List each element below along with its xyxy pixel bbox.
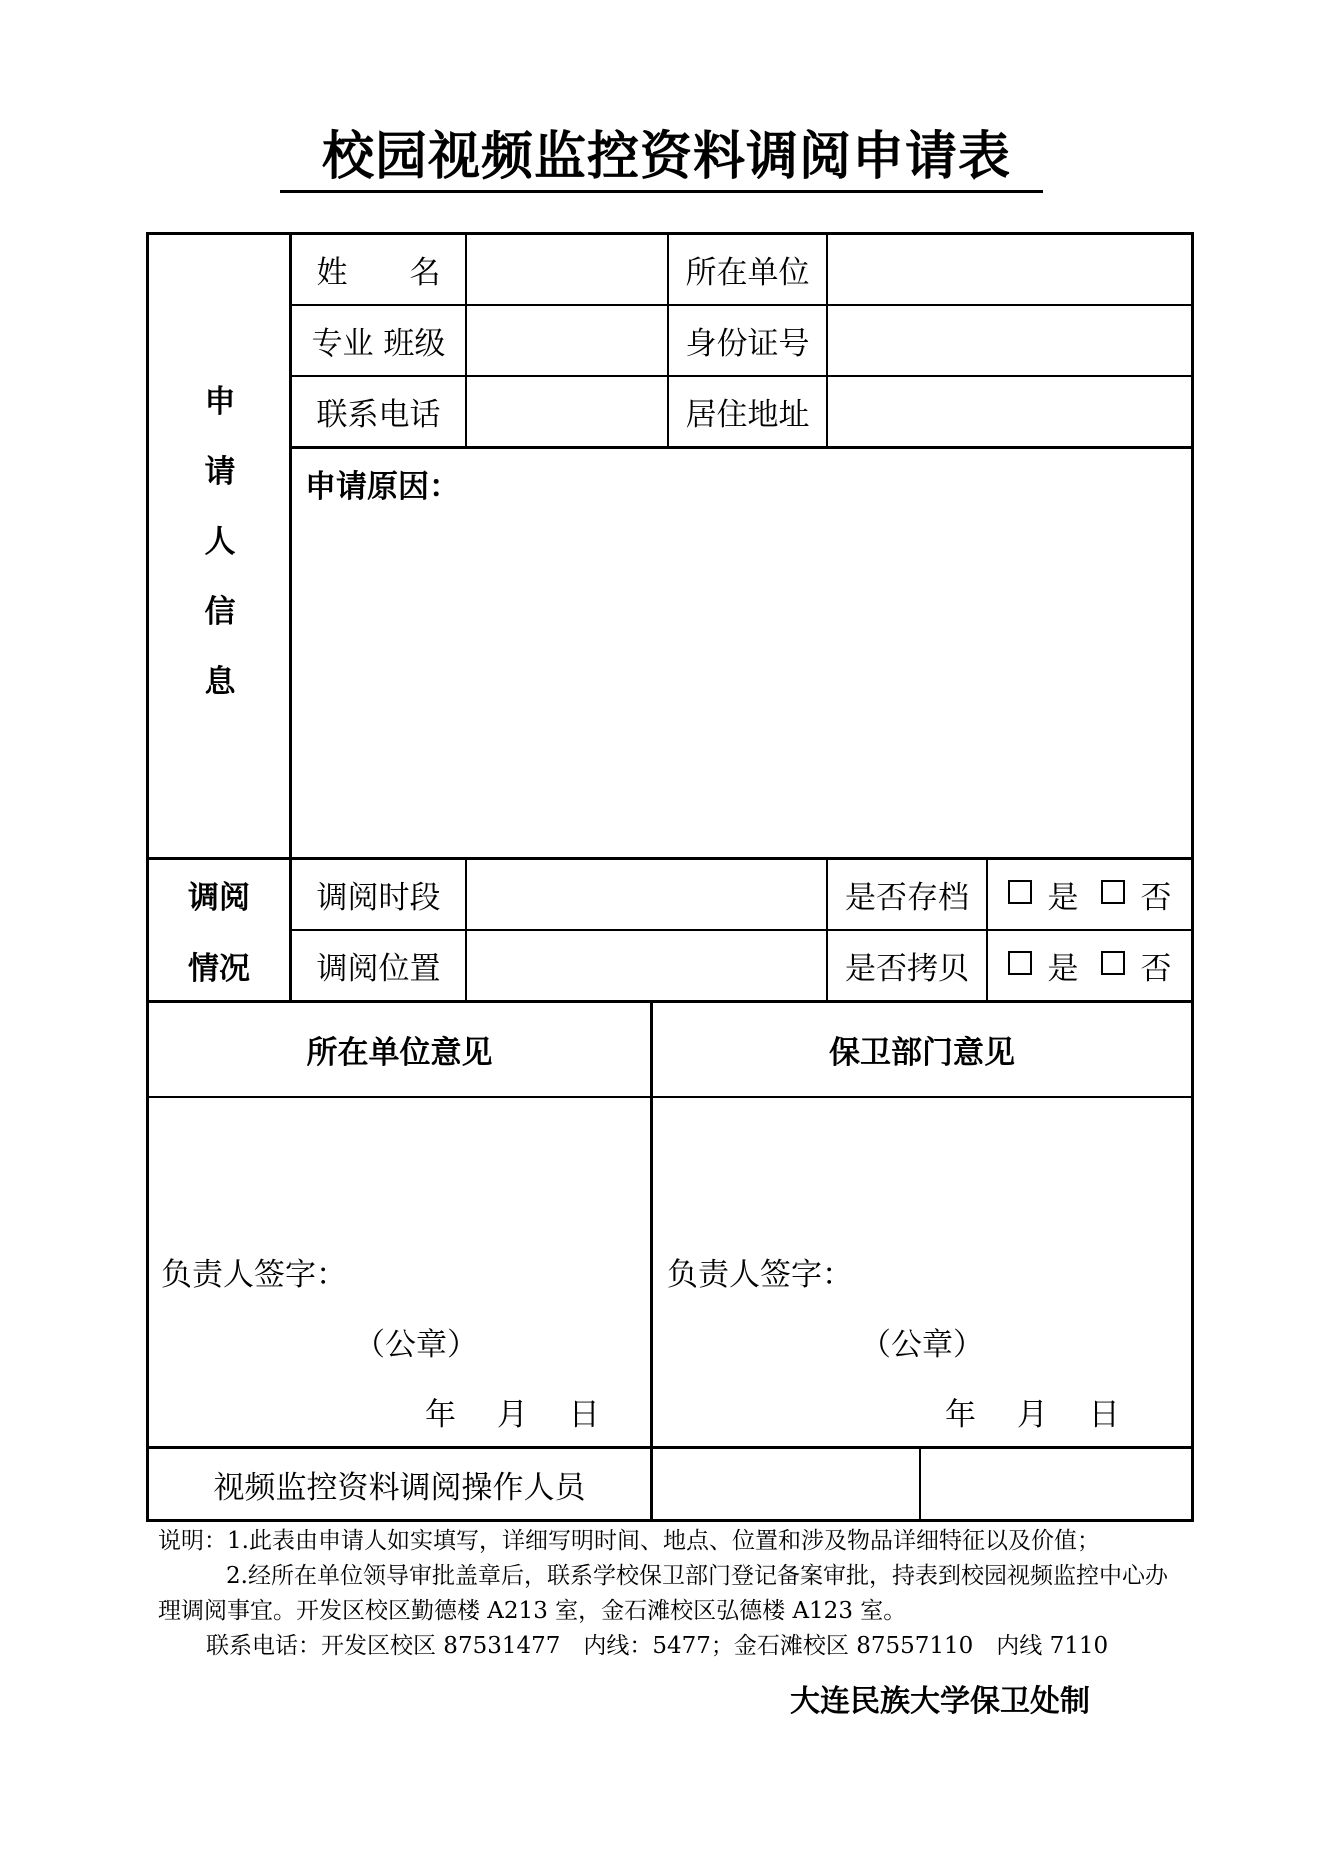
major-class-label: 专业 班级 <box>311 326 446 362</box>
form-title-wrap <box>0 128 1323 193</box>
copy-label: 是否拷贝 <box>845 951 969 987</box>
unit-field[interactable] <box>828 235 1191 304</box>
address-label: 居住地址 <box>685 397 810 433</box>
form-title: 校园视频监控资料调阅申请表 <box>280 128 1043 193</box>
name-label: 姓 名 <box>316 255 441 291</box>
access-period-label: 调阅时段 <box>316 880 441 916</box>
unit-opinion-header: 所在单位意见 <box>306 1035 493 1071</box>
unit-label: 所在单位 <box>685 255 810 291</box>
applicant-label-char: 人 <box>204 524 236 560</box>
issuer-footer: 大连民族大学保卫处制 <box>790 1684 1090 1719</box>
access-location-field[interactable] <box>467 931 826 1000</box>
applicant-label-char: 息 <box>204 664 236 700</box>
security-date-label: 年 月 日 <box>945 1397 1120 1433</box>
operator-label: 视频监控资料调阅操作人员 <box>213 1469 586 1506</box>
applicant-label-char: 请 <box>204 454 236 490</box>
application-form <box>146 232 1194 1522</box>
notes <box>158 1524 1178 1664</box>
reason-field[interactable] <box>292 507 1191 855</box>
note-line-3: 联系电话：开发区校区 87531477 内线：5477；金石滩校区 87557110 内线 7110 <box>206 1633 1109 1659</box>
applicant-section-label <box>149 367 291 717</box>
unit-signature-label: 负责人签字： <box>161 1257 347 1293</box>
unit-seal-label: （公章） <box>354 1327 478 1363</box>
copy-yes-label: 是 <box>1047 951 1079 987</box>
name-field[interactable] <box>467 235 667 304</box>
id-number-label: 身份证号 <box>685 326 810 362</box>
id-number-field[interactable] <box>828 306 1191 375</box>
row-divider-opinions-header <box>149 1096 1191 1098</box>
security-signature-label: 负责人签字： <box>667 1257 853 1293</box>
row-divider-3 <box>289 446 1191 449</box>
note-line-2: 2.经所在单位领导审批盖章后，联系学校保卫部门登记备案审批，持表到校园视频监控中心办理调阅事宜。开发区校区勤德楼 A213 室，金石滩校区弘德楼 A123 室。 <box>158 1563 1168 1624</box>
security-opinion-header: 保卫部门意见 <box>829 1035 1015 1071</box>
access-section-label-1: 调阅 <box>188 880 250 916</box>
security-seal-label: （公章） <box>860 1327 984 1363</box>
phone-label: 联系电话 <box>316 397 441 433</box>
copy-no-label: 否 <box>1140 951 1172 987</box>
archive-label: 是否存档 <box>845 880 969 916</box>
archive-options <box>988 860 1191 929</box>
operator-field-2[interactable] <box>921 1449 1191 1519</box>
archive-no-checkbox[interactable] <box>1101 880 1125 904</box>
archive-no-label: 否 <box>1140 880 1172 916</box>
access-period-field[interactable] <box>467 860 826 929</box>
copy-yes-checkbox[interactable] <box>1008 951 1032 975</box>
major-class-field[interactable] <box>467 306 667 375</box>
address-field[interactable] <box>828 377 1191 446</box>
copy-no-checkbox[interactable] <box>1101 951 1125 975</box>
applicant-label-char: 申 <box>204 384 236 420</box>
access-location-label: 调阅位置 <box>316 951 441 987</box>
archive-yes-label: 是 <box>1047 880 1079 916</box>
unit-date-label: 年 月 日 <box>425 1397 600 1433</box>
operator-field-1[interactable] <box>653 1449 919 1519</box>
copy-options <box>988 931 1191 1000</box>
archive-yes-checkbox[interactable] <box>1008 880 1032 904</box>
applicant-label-char: 信 <box>204 594 236 630</box>
reason-label: 申请原因： <box>305 468 460 505</box>
phone-field[interactable] <box>467 377 667 446</box>
access-section-label-2: 情况 <box>188 951 250 987</box>
note-line-1: 说明：1.此表由申请人如实填写，详细写明时间、地点、位置和涉及物品详细特征以及价值； <box>158 1528 1100 1554</box>
